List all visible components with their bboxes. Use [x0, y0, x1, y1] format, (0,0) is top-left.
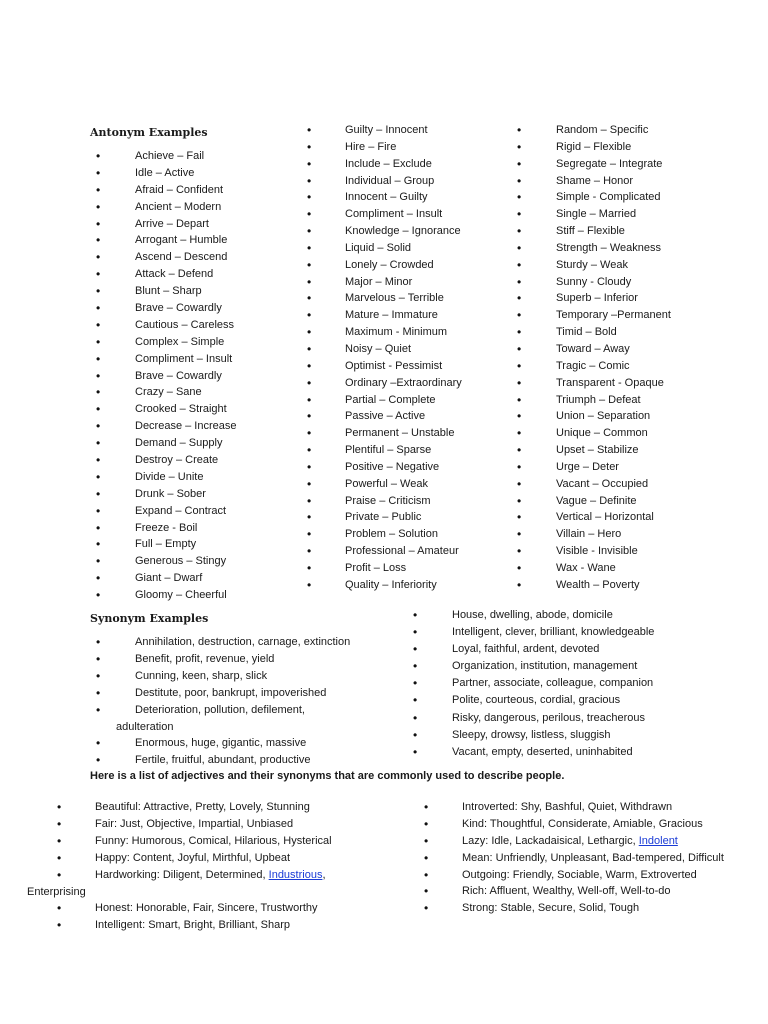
synonym-list-left: [116, 634, 351, 769]
antonym-pair: • Brave – Cowardly: [135, 300, 237, 317]
adjective-link[interactable]: Industrious: [268, 868, 323, 881]
antonym-pair: • Marvelous – Terrible: [345, 290, 462, 307]
antonym-pair: • Passive – Active: [345, 408, 462, 425]
antonym-pair: • Simple - Complicated: [556, 189, 671, 206]
adjective-text: Intelligent: Smart, Bright, Brilliant, Sharp: [95, 919, 291, 932]
adjective-entry: [95, 816, 332, 833]
antonym-pair: • Expand – Contract: [135, 503, 237, 520]
adjective-entry: [95, 833, 332, 850]
antonym-pair: • Random – Specific: [556, 122, 671, 139]
synonym-group: • Loyal, faithful, ardent, devoted: [452, 641, 654, 658]
synonym-group: • Risky, dangerous, perilous, treacherous: [452, 710, 654, 727]
antonym-pair: • Transparent - Opaque: [556, 375, 671, 392]
adjective-entry: [462, 816, 724, 833]
antonym-pair: • Afraid – Confident: [135, 182, 237, 199]
adjective-list-right: [462, 799, 724, 917]
antonym-pair: • Guilty – Innocent: [345, 122, 462, 139]
antonym-pair: • Compliment – Insult: [135, 351, 237, 368]
antonym-pair: • Positive – Negative: [345, 459, 462, 476]
antonym-pair: • Shame – Honor: [556, 173, 671, 190]
antonym-pair: • Noisy – Quiet: [345, 341, 462, 358]
antonym-pair: • Destroy – Create: [135, 452, 237, 469]
synonym-list-right: [452, 607, 654, 761]
adjective-entry: [462, 799, 724, 816]
adjective-text: Rich: Affluent, Wealthy, Well-off, Well-to-do: [462, 885, 671, 898]
synonym-text: Enormous, huge, gigantic, massive: [135, 737, 307, 750]
antonym-pair: • Attack – Defend: [135, 266, 237, 283]
synonym-group: • House, dwelling, abode, domicile: [452, 607, 654, 624]
adjective-entry: [95, 850, 332, 867]
antonym-pair: • Arrive – Depart: [135, 216, 237, 233]
antonym-pair: • Crooked – Straight: [135, 401, 237, 418]
antonym-pair: • Drunk – Sober: [135, 486, 237, 503]
antonym-pair: • Demand – Supply: [135, 435, 237, 452]
synonym-group: • Partner, associate, colleague, companion: [452, 675, 654, 692]
antonym-pair: • Powerful – Weak: [345, 476, 462, 493]
antonym-pair: • Complex – Simple: [135, 334, 237, 351]
antonym-heading: Antonym Examples: [90, 126, 208, 139]
antonym-pair: • Decrease – Increase: [135, 418, 237, 435]
antonym-pair: • Upset – Stabilize: [556, 442, 671, 459]
adjective-link[interactable]: Indolent: [638, 834, 678, 847]
antonym-pair: • Gloomy – Cheerful: [135, 587, 237, 604]
antonym-pair: • Strength – Weakness: [556, 240, 671, 257]
antonym-pair: • Vague – Definite: [556, 493, 671, 510]
synonym-text: Destitute, poor, bankrupt, impoverished: [135, 686, 327, 699]
antonym-pair: • Visible - Invisible: [556, 543, 671, 560]
antonym-pair: • Wealth – Poverty: [556, 577, 671, 594]
adjective-text: Kind: Thoughtful, Considerate, Amiable, Gracious: [462, 817, 703, 830]
antonym-pair: • Achieve – Fail: [135, 148, 237, 165]
synonym-group: • Sleepy, drowsy, listless, sluggish: [452, 727, 654, 744]
antonym-pair: • Stiff – Flexible: [556, 223, 671, 240]
antonym-pair: • Mature – Immature: [345, 307, 462, 324]
synonym-text-continued: adulteration: [116, 720, 174, 733]
adjective-text: Beautiful: Attractive, Pretty, Lovely, Stunning: [95, 801, 310, 813]
synonym-group: • Polite, courteous, cordial, gracious: [452, 692, 654, 709]
antonym-pair: • Permanent – Unstable: [345, 425, 462, 442]
antonym-pair: • Individual – Group: [345, 173, 462, 190]
adjective-list-left: [27, 799, 332, 934]
antonym-pair: • Praise – Criticism: [345, 493, 462, 510]
antonym-pair: • Timid – Bold: [556, 324, 671, 341]
synonym-group: • Intelligent, clever, brilliant, knowledgeable: [452, 624, 654, 641]
antonym-pair: • Innocent – Guilty: [345, 189, 462, 206]
antonym-pair: • Hire – Fire: [345, 139, 462, 156]
antonym-pair: • Maximum - Minimum: [345, 324, 462, 341]
synonym-group: • Organization, institution, management: [452, 658, 654, 675]
antonym-pair: • Toward – Away: [556, 341, 671, 358]
adjective-text: Funny: Humorous, Comical, Hilarious, Hysterical: [95, 834, 332, 847]
synonym-group: [135, 651, 350, 668]
synonym-group: [135, 685, 350, 702]
adjective-entry: [462, 867, 724, 884]
antonym-pair: • Ordinary –Extraordinary: [345, 375, 462, 392]
adjective-entry: [95, 799, 332, 816]
antonym-pair: • Idle – Active: [135, 165, 237, 182]
synonym-group: [135, 634, 350, 651]
antonym-pair: • Major – Minor: [345, 274, 462, 291]
antonym-pair: • Arrogant – Humble: [135, 232, 237, 249]
antonym-pair: • Rigid – Flexible: [556, 139, 671, 156]
adjective-entry: [462, 833, 724, 850]
antonym-pair: • Villain – Hero: [556, 526, 671, 543]
antonym-pair: • Ascend – Descend: [135, 249, 237, 266]
adjective-entry: [462, 883, 724, 900]
antonym-pair: • Private – Public: [345, 509, 462, 526]
antonym-pair: • Compliment – Insult: [345, 206, 462, 223]
adjective-entry: [462, 900, 724, 917]
adjective-entry: [95, 917, 332, 934]
antonym-pair: • Blunt – Sharp: [135, 283, 237, 300]
synonym-text: Cunning, keen, sharp, slick: [135, 669, 268, 682]
antonym-pair: • Full – Empty: [135, 536, 237, 553]
antonym-pair: • Triumph – Defeat: [556, 392, 671, 409]
antonym-pair: • Temporary –Permanent: [556, 307, 671, 324]
antonym-pair: • Tragic – Comic: [556, 358, 671, 375]
antonym-pair: • Brave – Cowardly: [135, 368, 237, 385]
antonym-pair: • Quality – Inferiority: [345, 577, 462, 594]
adjective-entry: [27, 867, 332, 901]
antonym-list-col2: [345, 122, 462, 594]
adjective-text: Outgoing: Friendly, Sociable, Warm, Extroverted: [462, 868, 697, 881]
adjectives-intro: Here is a list of adjectives and their synonyms that are commonly used to describe people.: [90, 770, 565, 782]
synonym-group: [135, 752, 350, 769]
antonym-pair: • Union – Separation: [556, 408, 671, 425]
adjective-text: Happy: Content, Joyful, Mirthful, Upbeat: [95, 851, 291, 864]
adjective-text: Lazy: Idle, Lackadaisical, Lethargic,: [462, 834, 639, 847]
antonym-pair: • Include – Exclude: [345, 156, 462, 173]
synonym-group: [135, 668, 350, 685]
antonym-pair: • Plentiful – Sparse: [345, 442, 462, 459]
synonym-text: Fertile, fruitful, abundant, productive: [135, 754, 311, 767]
antonym-pair: • Generous – Stingy: [135, 553, 237, 570]
antonym-pair: • Crazy – Sane: [135, 384, 237, 401]
synonym-text: Benefit, profit, revenue, yield: [135, 652, 275, 665]
antonym-pair: • Unique – Common: [556, 425, 671, 442]
synonym-group: • Vacant, empty, deserted, uninhabited: [452, 744, 654, 761]
adjective-text: Introverted: Shy, Bashful, Quiet, Withdrawn: [462, 801, 673, 813]
antonym-pair: • Ancient – Modern: [135, 199, 237, 216]
synonym-heading: Synonym Examples: [90, 612, 209, 625]
antonym-pair: • Segregate – Integrate: [556, 156, 671, 173]
adjective-text: Fair: Just, Objective, Impartial, Unbiased: [95, 817, 294, 830]
antonym-pair: • Optimist - Pessimist: [345, 358, 462, 375]
antonym-pair: • Sturdy – Weak: [556, 257, 671, 274]
adjective-text-continued: Enterprising: [27, 885, 86, 898]
synonym-group: [135, 735, 350, 752]
antonym-pair: • Wax - Wane: [556, 560, 671, 577]
adjective-text: Strong: Stable, Secure, Solid, Tough: [462, 902, 640, 915]
antonym-pair: • Divide – Unite: [135, 469, 237, 486]
adjective-entry: [462, 850, 724, 867]
antonym-pair: • Freeze - Boil: [135, 520, 237, 537]
antonym-pair: • Vacant – Occupied: [556, 476, 671, 493]
antonym-list-col1: [135, 148, 237, 604]
antonym-pair: • Cautious – Careless: [135, 317, 237, 334]
antonym-pair: • Sunny - Cloudy: [556, 274, 671, 291]
antonym-pair: • Liquid – Solid: [345, 240, 462, 257]
antonym-list-col3: [556, 122, 671, 594]
adjective-text-after: ,: [322, 868, 326, 881]
antonym-pair: • Lonely – Crowded: [345, 257, 462, 274]
antonym-pair: • Partial – Complete: [345, 392, 462, 409]
synonym-text: Deterioration, pollution, defilement,: [135, 703, 305, 716]
antonym-pair: • Superb – Inferior: [556, 290, 671, 307]
antonym-pair: • Profit – Loss: [345, 560, 462, 577]
antonym-pair: • Urge – Deter: [556, 459, 671, 476]
antonym-pair: • Knowledge – Ignorance: [345, 223, 462, 240]
antonym-pair: • Single – Married: [556, 206, 671, 223]
adjective-entry: [95, 900, 332, 917]
antonym-pair: • Giant – Dwarf: [135, 570, 237, 587]
adjective-text: Mean: Unfriendly, Unpleasant, Bad-tempered, Difficult: [462, 851, 724, 864]
synonym-group: [116, 702, 350, 736]
adjective-text: Honest: Honorable, Fair, Sincere, Trustworthy: [95, 902, 318, 915]
antonym-pair: • Vertical – Horizontal: [556, 509, 671, 526]
adjective-text: Hardworking: Diligent, Determined,: [95, 868, 269, 881]
antonym-pair: • Problem – Solution: [345, 526, 462, 543]
synonym-text: Annihilation, destruction, carnage, extinction: [135, 636, 351, 648]
antonym-pair: • Professional – Amateur: [345, 543, 462, 560]
